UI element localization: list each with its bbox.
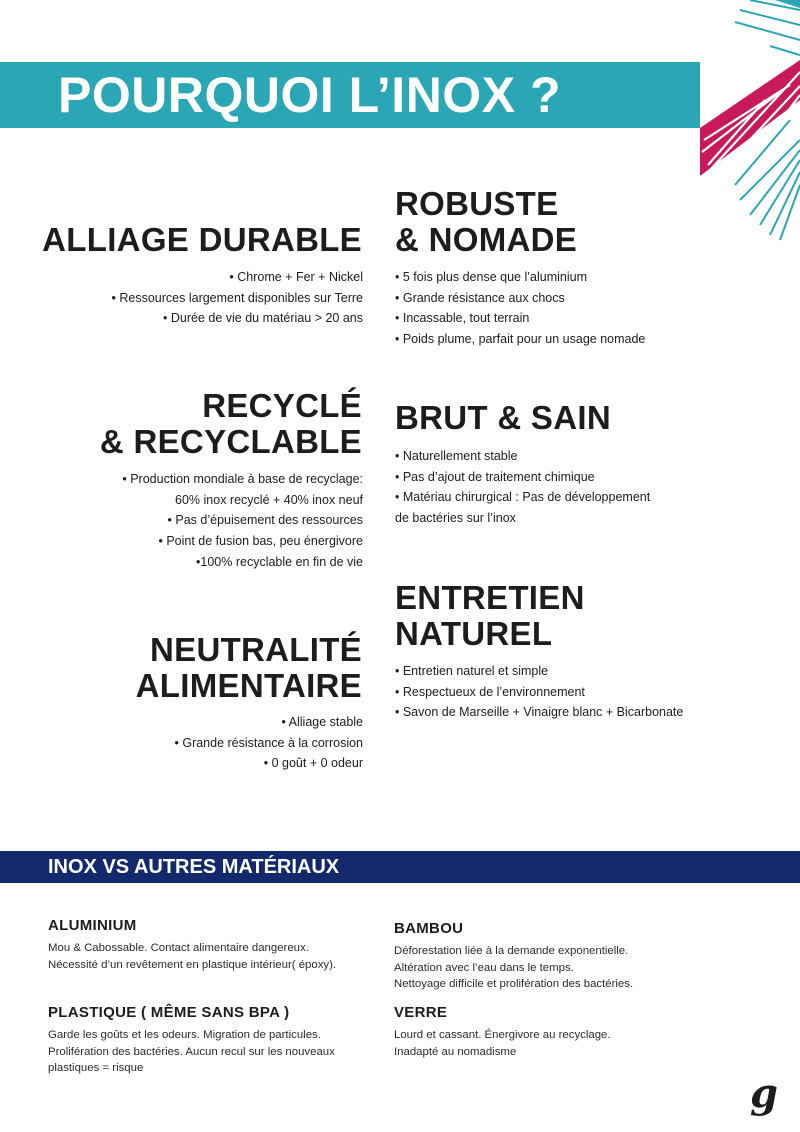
material-description: Mou & Cabossable. Contact alimentaire dangereux. Nécessité d’un revêtement en plastique intérieur( époxy). bbox=[48, 942, 337, 971]
list-item: • 5 fois plus dense que l’aluminium bbox=[395, 270, 587, 284]
bullets-robuste-nomade bbox=[395, 267, 645, 350]
heading-recycle-recyclable: RECYCLÉ & RECYCLABLE bbox=[99, 387, 362, 460]
material-description: Garde les goûts et les odeurs. Migration de particules. Prolifération des bactéries. Aucun recul sur les nouveaux plastiques = risque bbox=[48, 1029, 335, 1074]
bullets-entretien-naturel bbox=[395, 661, 683, 723]
list-item: • Savon de Marseille + Vinaigre blanc + Bicarbonate bbox=[395, 705, 684, 720]
list-item: • Grande résistance aux chocs bbox=[395, 290, 565, 305]
page-title: POURQUOI L’INOX ? bbox=[58, 67, 561, 123]
material-plastique bbox=[48, 1004, 335, 1077]
list-item: • Chrome + Fer + Nickel bbox=[229, 270, 363, 284]
bullets-recycle-recyclable bbox=[122, 469, 363, 573]
list-item: •100% recyclable en fin de vie bbox=[196, 554, 363, 569]
bullets-neutralite-alimentaire bbox=[175, 712, 364, 774]
list-item: • Durée de vie du matériau > 20 ans bbox=[163, 311, 363, 326]
list-item: • Pas d’ajout de traitement chimique bbox=[395, 469, 595, 484]
bullets-brut-sain bbox=[395, 446, 650, 529]
material-name: ALUMINIUM bbox=[48, 917, 137, 934]
list-item: • Incassable, tout terrain bbox=[395, 311, 530, 326]
list-item: • Ressources largement disponibles sur Terre bbox=[111, 290, 363, 305]
material-name: BAMBOU bbox=[394, 920, 464, 937]
list-item: • Alliage stable bbox=[281, 715, 363, 729]
bullets-alliage-durable bbox=[112, 267, 363, 329]
material-verre bbox=[394, 1004, 611, 1060]
list-item: • Pas d’épuisement des ressources bbox=[167, 513, 363, 528]
comparison-title: INOX VS AUTRES MATÉRIAUX bbox=[48, 856, 340, 878]
list-item: • Grande résistance à la corrosion bbox=[174, 735, 363, 750]
material-description: Déforestation liée à la demande exponentielle. Altération avec l’eau dans le temps. Nettoyage difficile et prolifération des bactéries. bbox=[394, 945, 634, 990]
list-item: • Poids plume, parfait pour un usage nomade bbox=[395, 332, 646, 347]
list-item: • Production mondiale à base de recyclage: bbox=[122, 472, 363, 486]
material-name: VERRE bbox=[394, 1004, 448, 1021]
list-item: • Entretien naturel et simple bbox=[395, 664, 549, 678]
heading-brut-sain: BRUT & SAIN bbox=[395, 399, 611, 436]
material-aluminium bbox=[48, 917, 336, 973]
list-item: 60% inox recyclé + 40% inox neuf bbox=[175, 492, 363, 507]
material-bambou bbox=[394, 920, 633, 993]
list-item: • Naturellement stable bbox=[395, 449, 518, 463]
list-item: • Respectueux de l’environnement bbox=[395, 684, 585, 699]
heading-robuste-nomade: ROBUSTE & NOMADE bbox=[395, 185, 578, 258]
material-description: Lourd et cassant. Énergivore au recyclage. Inadapté au nomadisme bbox=[394, 1029, 611, 1058]
heading-entretien-naturel: ENTRETIEN NATUREL bbox=[395, 579, 585, 652]
heading-neutralite-alimentaire: NEUTRALITÉ ALIMENTAIRE bbox=[135, 631, 362, 704]
list-item: • Point de fusion bas, peu énergivore bbox=[158, 534, 363, 549]
list-item: de bactéries sur l’inox bbox=[395, 511, 516, 526]
brand-logo: g bbox=[750, 1070, 778, 1117]
material-name: PLASTIQUE ( MÊME SANS BPA ) bbox=[48, 1004, 290, 1021]
list-item: • Matériau chirurgical : Pas de développement bbox=[395, 490, 651, 505]
heading-alliage-durable: ALLIAGE DURABLE bbox=[42, 221, 362, 258]
list-item: • 0 goût + 0 odeur bbox=[263, 756, 363, 771]
